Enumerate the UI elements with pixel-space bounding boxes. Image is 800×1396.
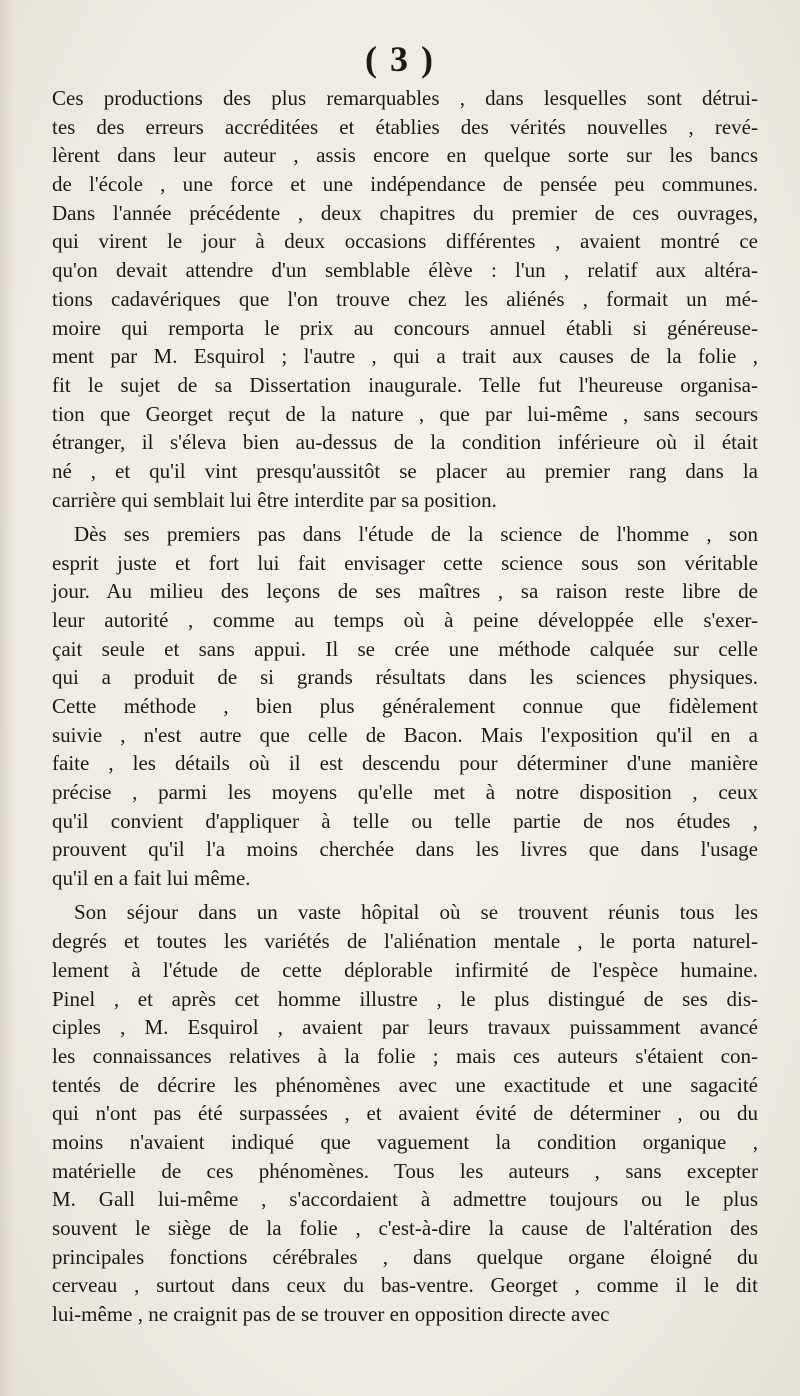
text-line: faite , les détails où il est descendu pour déterminer d'une manière — [52, 751, 758, 776]
text-line: moins n'avaient indiqué que vaguement la condition organique , — [52, 1129, 758, 1154]
text-line: Ces productions des plus remarquables , dans lesquelles sont détrui- — [52, 86, 758, 110]
text-line: Dès ses premiers pas dans l'étude de la science de l'homme , son — [74, 521, 758, 546]
text-line: cerveau , surtout dans ceux du bas-ventre. Georget , comme il le dit — [52, 1273, 758, 1298]
text-line: prouvent qu'il l'a moins cherchée dans les livres que dans l'usage — [52, 837, 758, 862]
text-line: tes des erreurs accréditées et établies des vérités nouvelles , revé- — [52, 114, 758, 139]
text-line: qui a produit de si grands résultats dans les sciences physiques. — [52, 665, 758, 690]
text-line: M. Gall lui-même , s'accordaient à admettre toujours ou le plus — [52, 1187, 758, 1212]
text-line: qu'il convient d'appliquer à telle ou telle partie de nos études , — [52, 808, 758, 833]
text-line: ciples , M. Esquirol , avaient par leurs travaux puissamment avancé — [52, 1015, 758, 1040]
text-line: matérielle de ces phénomènes. Tous les auteurs , sans excepter — [52, 1158, 758, 1183]
binding-edge-shadow — [0, 0, 14, 1396]
text-line: degrés et toutes les variétés de l'aliénation mentale , le porta naturel- — [52, 929, 758, 954]
text-line: ment par M. Esquirol ; l'autre , qui a trait aux causes de la folie , — [52, 344, 758, 369]
text-line: Dans l'année précédente , deux chapitres du premier de ces ouvrages, — [52, 200, 758, 225]
text-line: qu'il en a fait lui même. — [52, 866, 251, 891]
body-text — [52, 84, 758, 1329]
text-line: lèrent dans leur auteur , assis encore en quelque sorte sur les bancs — [52, 143, 758, 168]
text-line: çait seule et sans appui. Il se crée une méthode calquée sur celle — [52, 636, 758, 661]
text-line: lui-même , ne craignit pas de se trouver en opposition directe avec — [52, 1302, 610, 1327]
paragraph — [52, 84, 758, 514]
text-line: tions cadavériques que l'on trouve chez les aliénés , formait un mé- — [52, 286, 758, 311]
text-line: Pinel , et après cet homme illustre , le plus distingué de ses dis- — [52, 986, 758, 1011]
text-line: esprit juste et fort lui fait envisager cette science sous son véritable — [52, 550, 758, 575]
text-line: qui n'ont pas été surpassées , et avaient évité de déterminer , ou du — [52, 1101, 758, 1126]
text-line: qui virent le jour à deux occasions différentes , avaient montré ce — [52, 229, 758, 254]
text-line: les connaissances relatives à la folie ; mais ces auteurs s'étaient con- — [52, 1043, 758, 1068]
text-line: suivie , n'est autre que celle de Bacon. Mais l'exposition qu'il en a — [52, 722, 758, 747]
paragraph — [52, 520, 758, 893]
text-line: principales fonctions cérébrales , dans quelque organe éloigné du — [52, 1244, 758, 1269]
text-line: de l'école , une force et une indépendance de pensée peu communes. — [52, 172, 758, 197]
text-line: souvent le siège de la folie , c'est-à-dire la cause de l'altération des — [52, 1216, 758, 1240]
text-line: Son séjour dans un vaste hôpital où se trouvent réunis tous les — [74, 900, 758, 925]
text-line: né , et qu'il vint presqu'aussitôt se placer au premier rang dans la — [52, 458, 758, 483]
text-line: carrière qui semblait lui être interdite par sa position. — [52, 487, 497, 512]
text-line: tentés de décrire les phénomènes avec une exactitude et une sagacité — [52, 1072, 758, 1097]
text-line: Cette méthode , bien plus généralement connue que fidèlement — [52, 694, 758, 719]
text-line: jour. Au milieu des leçons de ses maîtres , sa raison reste libre de — [52, 579, 758, 604]
text-line: précise , parmi les moyens qu'elle met à notre disposition , ceux — [52, 780, 758, 805]
text-line: qu'on devait attendre d'un semblable élève : l'un , relatif aux altéra- — [52, 258, 758, 283]
text-line: leur autorité , comme au temps où à peine développée elle s'exer- — [52, 607, 758, 632]
text-line: tion que Georget reçut de la nature , que par lui-même , sans secours — [52, 401, 758, 426]
text-line: moire qui remporta le prix au concours annuel établi si généreuse- — [52, 315, 758, 340]
text-line: étranger, il s'éleva bien au-dessus de la condition inférieure où il était — [52, 430, 758, 455]
text-line: lement à l'étude de cette déplorable infirmité de l'espèce humaine. — [52, 957, 758, 982]
page-number: ( 3 ) — [365, 39, 435, 79]
text-line: fit le sujet de sa Dissertation inaugurale. Telle fut l'heureuse organisa- — [52, 372, 758, 397]
paragraph — [52, 898, 758, 1328]
